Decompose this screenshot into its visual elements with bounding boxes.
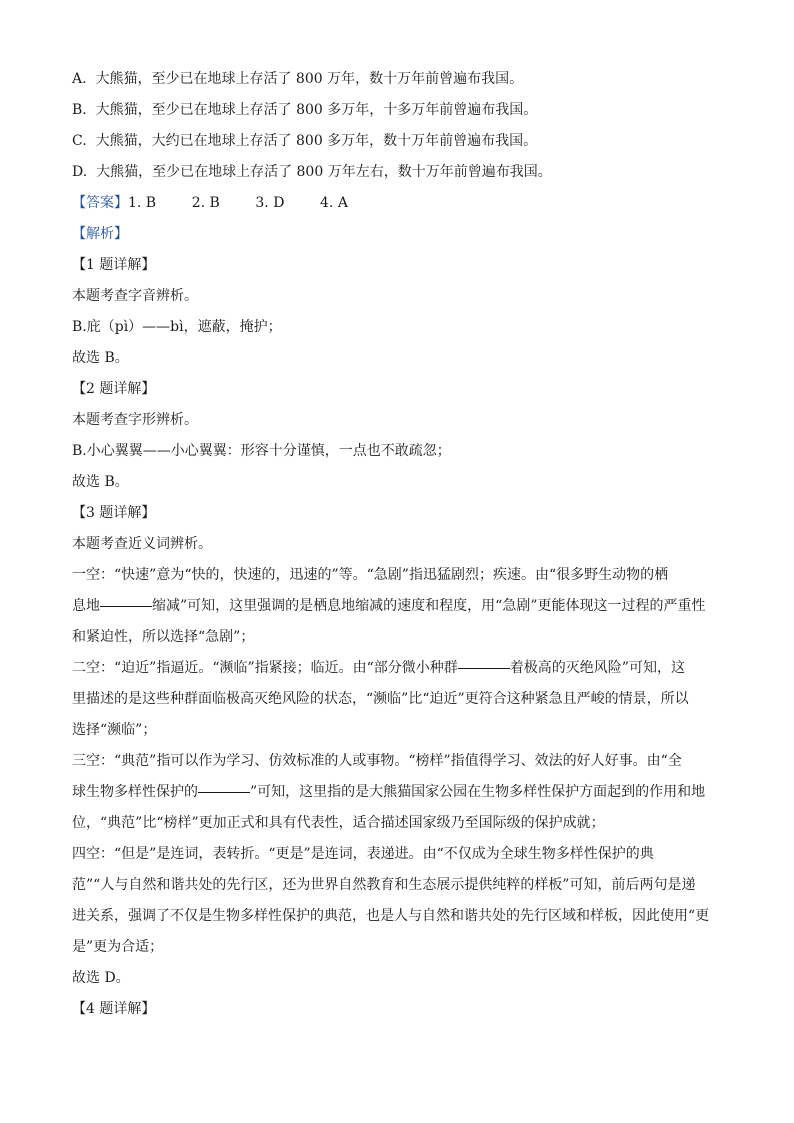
q3-blank4-a: 四空：“但是”是连词，表转折。“更是”是连词，表递进。由“不仅成为全球生物多样性保护的典 <box>72 846 654 862</box>
q3-blank1-b: 息地 缩减”可知，这里强调的是栖息地缩减的速度和程度，用“急剧”更能体现这一过程的严重性 <box>72 598 706 614</box>
option-d: D. 大熊猫，至少已在地球上存活了 800 万年左右，数十万年前曾遍布我国。 <box>72 164 552 180</box>
q3-blank4-b: 范”“人与自然和谐共处的先行区，还为世界自然教育和生态展示提供纯粹的样板”可知，前后两句是递 <box>72 877 696 893</box>
q3-blank4-d: 是”更为合适； <box>72 939 164 955</box>
q1-line3: 故选 B。 <box>72 350 129 366</box>
q1-heading: 【1 题详解】 <box>72 257 156 273</box>
q3-line-end: 故选 D。 <box>72 970 130 986</box>
fill-blank <box>458 667 510 669</box>
q2-line2: B.小心翼翼——小心翼翼：形容十分谨慎，一点也不敢疏忽； <box>72 443 451 459</box>
q3-heading: 【3 题详解】 <box>72 505 156 521</box>
document-content <box>72 64 722 1025</box>
q3-blank2-b: 里描述的是这些种群面临极高灭绝风险的状态，“濒临”比“迫近”更符合这种紧急且严峻的情景，所以 <box>72 691 689 707</box>
q4-heading: 【4 题详解】 <box>72 1001 156 1017</box>
q3-blank3-b: 球生物多样性保护的 ”可知，这里指的是大熊猫国家公园在生物多样性保护方面起到的作用和地 <box>72 784 706 800</box>
q3-blank2-c: 选择“濒临”； <box>72 722 157 738</box>
q2-heading: 【2 题详解】 <box>72 381 156 397</box>
q1-line2: B.庇（pì）——bì，遮蔽，掩护； <box>72 319 282 335</box>
answer-values: 1. B 2. B 3. D 4. A <box>128 195 348 211</box>
q3-blank3-a: 三空：“典范”指可以作为学习、仿效标准的人或事物。“榜样”指值得学习、效法的好人好事。由“全 <box>72 753 682 769</box>
fill-blank <box>100 605 152 607</box>
q3-blank2-a: 二空：“迫近”指逼近。“濒临”指紧接；临近。由“部分微小种群 着极高的灭绝风险”可知，这 <box>72 660 685 676</box>
q3-blank3-c: 位，“典范”比“榜样”更加正式和具有代表性，适合描述国家级乃至国际级的保护成就； <box>72 815 605 831</box>
option-a: A. 大熊猫，至少已在地球上存活了 800 万年，数十万年前曾遍布我国。 <box>72 71 524 87</box>
q3-line1: 本题考查近义词辨析。 <box>72 536 212 552</box>
answer-line <box>72 188 722 219</box>
answer-label: 【答案】 <box>72 195 128 211</box>
q2-line1: 本题考查字形辨析。 <box>72 412 198 428</box>
option-b: B. 大熊猫，至少已在地球上存活了 800 多万年，十多万年前曾遍布我国。 <box>72 102 538 118</box>
option-c: C. 大熊猫，大约已在地球上存活了 800 多万年，数十万年前曾遍布我国。 <box>72 133 538 149</box>
q3-blank1-a: 一空：“快速”意为“快的，快速的，迅速的”等。“急剧”指迅猛剧烈；疾速。由“很多野生动物的栖 <box>72 567 669 583</box>
q3-blank1-c: 和紧迫性，所以选择“急剧”； <box>72 629 255 645</box>
analysis-label: 【解析】 <box>72 226 128 242</box>
q2-line3: 故选 B。 <box>72 474 129 490</box>
fill-blank <box>198 791 250 793</box>
q3-blank4-c: 进关系，强调了不仅是生物多样性保护的典范，也是人与自然和谐共处的先行区域和样板，因此使用“更 <box>72 908 710 924</box>
q1-line1: 本题考查字音辨析。 <box>72 288 198 304</box>
